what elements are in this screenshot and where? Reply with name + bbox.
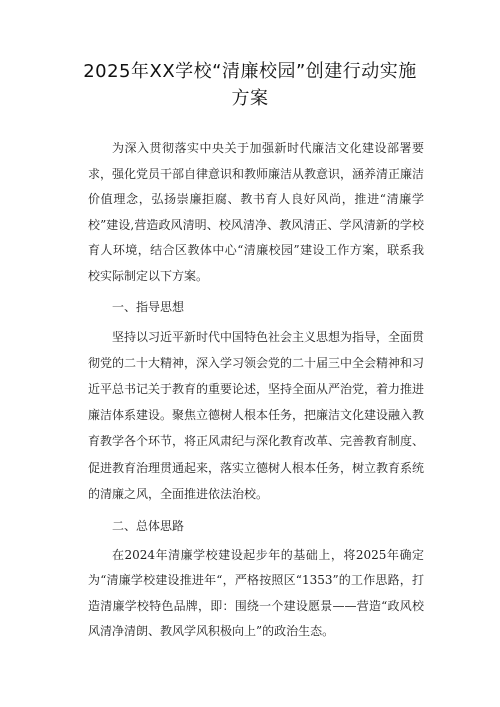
section-heading-overall-approach: 二、总体思路 <box>112 518 185 533</box>
section-heading-guiding-ideology: 一、指导思想 <box>112 299 185 314</box>
title-line-1: 2025年XX学校“清廉校园”创建行动实施 <box>83 61 417 82</box>
document-body <box>88 136 424 645</box>
overall-approach-paragraph: 在2024年清廉学校建设起步年的基础上，将2025年确定为“清廉学校建设推进年“，严格按照区“1353”的工作思路，打造清廉学校特色品牌，即：围绕一个建设愿景——营造“政风校风清净清朗、教风学风积极向上”的政治生态。 <box>88 547 424 639</box>
intro-paragraph: 为深入贯彻落实中央关于加强新时代廉洁文化建设部署要求，强化党员干部自律意识和教师廉洁从教意识，涵养清正廉洁价值理念，弘扬崇廉拒腐、教书育人良好风尚，推进“清廉学校”建设,营造政风清明、校风清净、教风清正、学风清新的学校育人环境，结合区教体中心“清廉校园”建设工作方案，联系我校实际制定以下方案。 <box>88 141 425 283</box>
document-title <box>70 58 430 112</box>
title-line-2: 方案 <box>231 88 269 109</box>
guiding-ideology-paragraph: 坚持以习近平新时代中国特色社会主义思想为指导，全面贯彻党的二十大精神，深入学习领会党的二十届三中全会精神和习近平总书记关于教育的重要论述，坚持全面从严治党，着力推进廉洁体系建设。聚焦立德树人根本任务，把廉洁文化建设融入教育教学各个环节，将正风肃纪与深化教育改革、完善教育制度、促进教育治理贯通起来，落实立德树人根本任务，树立教育系统的清廉之风，全面推进依法治校。 <box>88 329 425 501</box>
